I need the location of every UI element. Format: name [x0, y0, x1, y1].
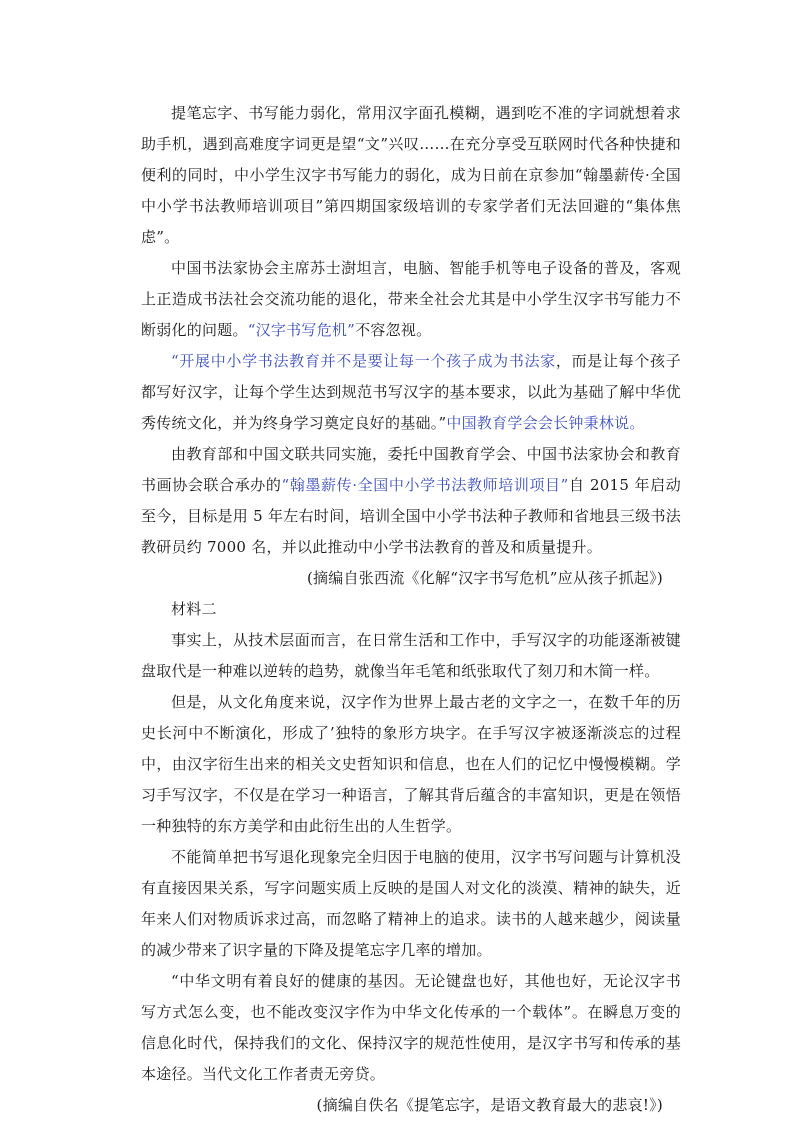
m1-p2-text: 中国书法家协会主席苏士澍坦言，电脑、智能手机等电子设备的普及，客观上正造成书法社会交流功能的退化，带来全社会尤其是中小学生汉字书写能力不断弱化的问题。	[141, 259, 681, 339]
document-body	[141, 98, 681, 1121]
m1-p4-text-a: 由教育部和中国文联共同实施，委托中国教育学会、中国书法家协会和教育书画协会联合承办的	[141, 445, 681, 494]
m1-p4-project: “翰墨薪传·全国中小学书法教师培训项目”	[281, 476, 569, 494]
m1-p4-text-b: 自 2015 年启动至今，目标是用 5 年左右时间，培训全国中小学书法种子教师和省地县三级书法教研员约 7000 名，并以此推动中小学书法教育的普及和质量提升。	[141, 476, 681, 556]
m1-paragraph-3	[141, 346, 681, 439]
m1-p2-highlight: “汉字书写危机”	[247, 321, 356, 339]
m1-source: (摘编自张西流《化解“汉字书写危机”应从孩子抓起》)	[306, 569, 663, 587]
m2-paragraph-1: 事实上，从技术层面而言，在日常生活和工作中，手写汉字的功能逐渐被键盘取代是一种难以逆转的趋势，就像当年毛笔和纸张取代了刻刀和木简一样。	[141, 631, 681, 680]
m1-paragraph-4	[141, 439, 681, 563]
m1-p3-quote: “开展中小学书法教育并不是要让每一个孩子成为书法家	[171, 352, 556, 370]
m1-p2-tail: 不容忽视。	[355, 321, 432, 339]
m1-p3-text: ，而是让每个孩子都写好汉字，让每个学生达到规范书写汉字的基本要求，以此为基础了解中华优秀传统文化，并为终身学习奠定良好的基础。”	[141, 352, 681, 432]
m2-paragraph-2: 但是，从文化角度来说，汉字作为世界上最古老的文字之一，在数千年的历史长河中不断演化，形成了’独特的象形方块字。在手写汉字被逐渐淡忘的过程中，由汉字衍生出来的相关文史哲知识和信息，也在人们的记忆中慢慢模糊。学习手写汉字，不仅是在学习一种语言，了解其背后蕴含的丰富知识，更是在领悟一种独特的东方美学和由此衍生出的人生哲学。	[141, 693, 681, 835]
m1-p3-speaker: 中国教育学会会长钟秉林说。	[446, 414, 645, 432]
m2-source: (摘编自佚名《提笔忘字，是语文教育最大的悲哀!》)	[316, 1096, 663, 1114]
m1-paragraph-1: 提笔忘字、书写能力弱化，常用汉字面孔模糊，遇到吃不准的字词就想着求助手机，遇到高难度字词更是望“文”兴叹……在充分享受互联网时代各种快捷和便利的同时，中小学生汉字书写能力的弱化，成为日前在京参加“翰墨薪传·全国中小学书法教师培训项目”第四期国家级培训的专家学者们无法回避的“集体焦虑”。	[141, 104, 681, 246]
m2-paragraph-4: “中华文明有着良好的健康的基因。无论键盘也好，其他也好，无论汉字书写方式怎么变，也不能改变汉字作为中华文化传承的一个载体”。在瞬息万变的信息化时代，保持我们的文化、保持汉字的规范性使用，是汉字书写和传承的基本途径。当代文化工作者责无旁贷。	[141, 972, 681, 1083]
material-2-label: 材料二	[171, 600, 217, 618]
m1-paragraph-2	[141, 253, 681, 346]
m2-paragraph-3: 不能简单把书写退化现象完全归因于电脑的使用，汉字书写问题与计算机没有直接因果关系，写字问题实质上反映的是国人对文化的淡漠、精神的缺失，近年来人们对物质诉求过高，而忽略了精神上的追求。读书的人越来越少，阅读量的减少带来了识字量的下降及提笔忘字几率的增加。	[141, 848, 681, 959]
